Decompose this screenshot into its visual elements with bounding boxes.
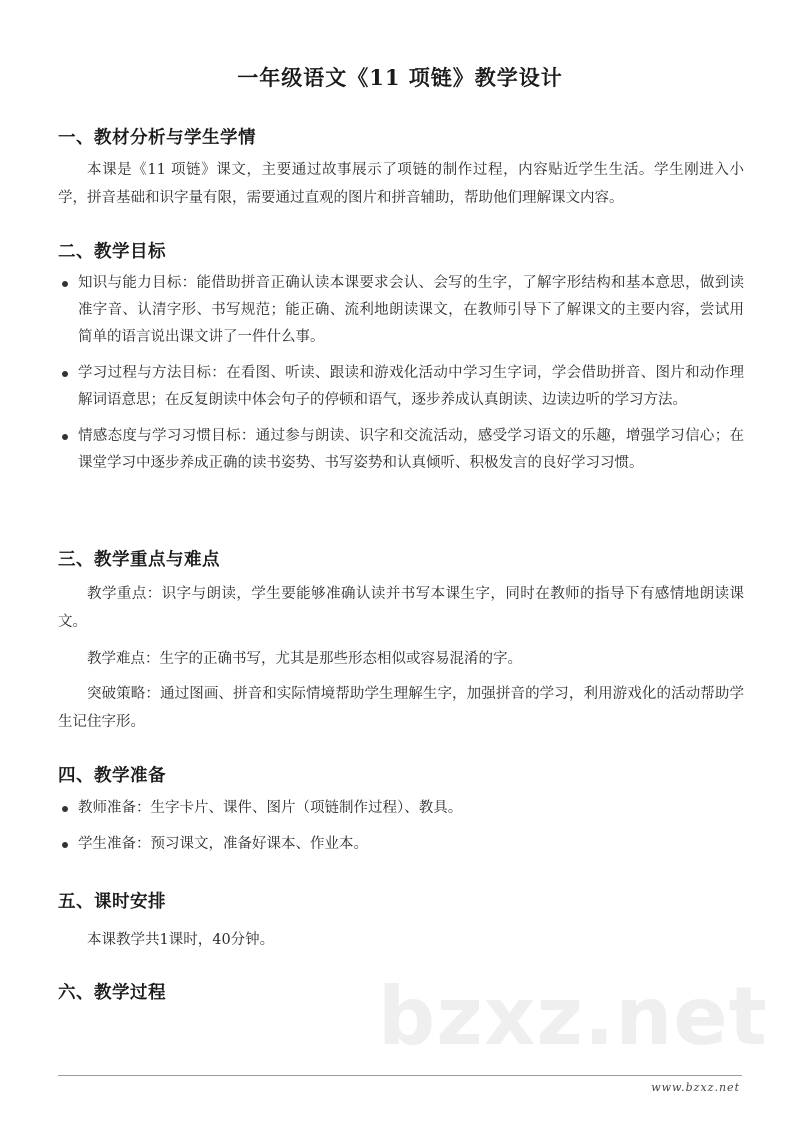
list-item	[58, 831, 744, 858]
list-item-text: 情感态度与学习习惯目标：通过参与朗读、识字和交流活动，感受学习语文的乐趣，增强学习信心；在课堂学习中逐步养成正确的读书姿势、书写姿势和认真倾听、积极发言的良好学习习惯。	[78, 428, 744, 471]
bullet-dot-icon	[62, 281, 68, 287]
section-heading-analysis: 一、教材分析与学生学情	[58, 128, 256, 148]
list-item-text: 教师准备：生字卡片、课件、图片（项链制作过程）、教具。	[78, 800, 463, 816]
list-item	[58, 360, 744, 414]
bullet-dot-icon	[62, 434, 68, 440]
bullet-dot-icon	[62, 371, 68, 377]
list-item	[58, 795, 744, 822]
section-heading-objectives: 二、教学目标	[58, 242, 166, 262]
section-heading-preparation: 四、教学准备	[58, 766, 166, 786]
section-heading-process: 六、教学过程	[58, 983, 166, 1003]
list-item-text: 学习过程与方法目标：在看图、听读、跟读和游戏化活动中学习生字词，学会借助拼音、图片和动作理解词语意思；在反复朗读中体会句子的停顿和语气，逐步养成认真朗读、边读边听的学习方法。	[78, 365, 744, 408]
key-point-paragraph: 教学重点：识字与朗读，学生要能够准确认读并书写本课生字，同时在教师的指导下有感情地朗读课文。	[58, 586, 744, 630]
schedule-paragraph: 本课教学共1课时，40分钟。	[87, 932, 275, 948]
document-title: 一年级语文《11 项链》教学设计	[237, 65, 563, 90]
list-item	[58, 423, 744, 477]
difficulty-paragraph: 教学难点：生字的正确书写，尤其是那些形态相似或容易混淆的字。	[87, 651, 522, 667]
list-item-text: 学生准备：预习课文，准备好课本、作业本。	[78, 836, 368, 852]
objectives-list	[58, 270, 744, 486]
list-item-text: 知识与能力目标：能借助拼音正确认读本课要求会认、会写的生字，了解字形结构和基本意思，做到读准字音、认清字形、书写规范；能正确、流利地朗读课文，在教师引导下了解课文的主要内容，尝试用简单的语言说出课文讲了一件什么事。	[78, 275, 744, 345]
bullet-dot-icon	[62, 806, 68, 812]
bullet-dot-icon	[62, 842, 68, 848]
list-item	[58, 270, 744, 351]
section-heading-key-points: 三、教学重点与难点	[58, 550, 220, 570]
preparation-list	[58, 795, 744, 867]
section-analysis-paragraph: 本课是《11 项链》课文，主要通过故事展示了项链的制作过程，内容贴近学生生活。学生刚进入小学，拼音基础和识字量有限，需要通过直观的图片和拼音辅助，帮助他们理解课文内容。	[58, 162, 744, 206]
section-heading-schedule: 五、课时安排	[58, 892, 166, 912]
watermark: bzxz.net	[378, 970, 768, 1063]
strategy-paragraph: 突破策略：通过图画、拼音和实际情境帮助学生理解生字，加强拼音的学习，利用游戏化的活动帮助学生记住字形。	[58, 686, 744, 730]
footer-url: www.bzxz.net	[651, 1081, 740, 1094]
footer-divider	[58, 1075, 742, 1076]
